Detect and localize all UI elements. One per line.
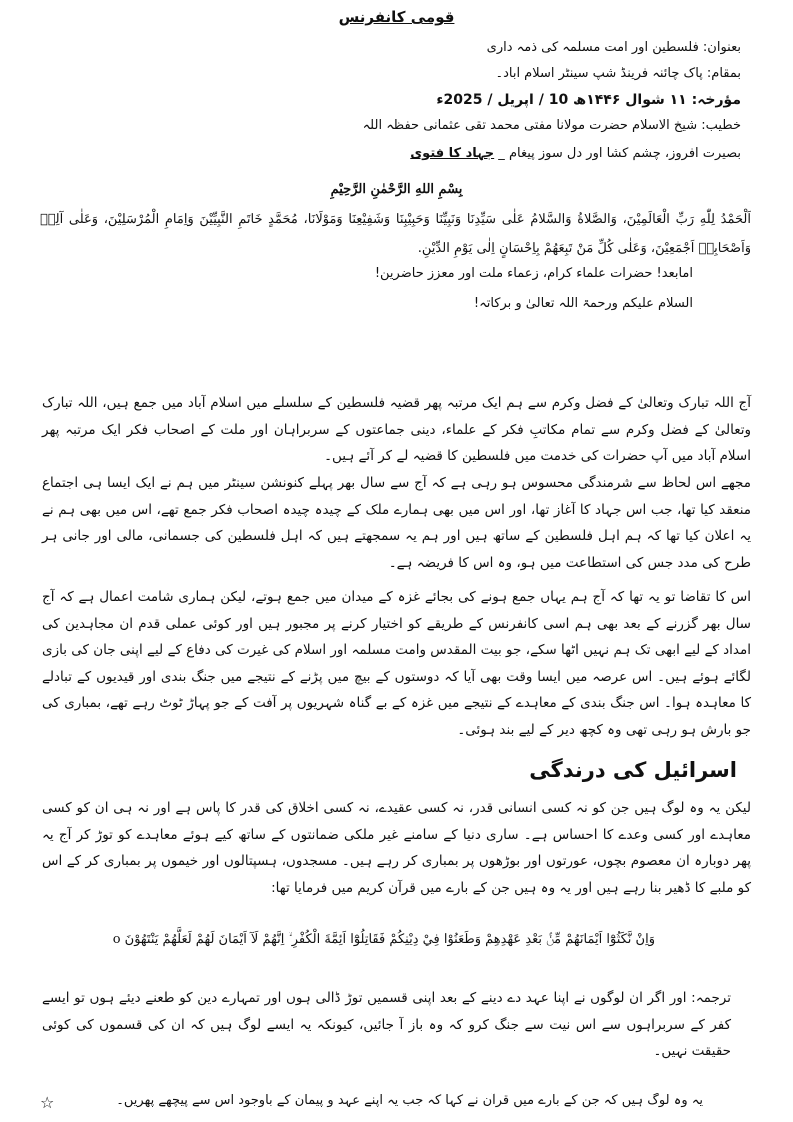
- paragraph-4: لیکن یہ وہ لوگ ہیں جن کو نہ کسی انسانی قدر، نہ کسی عقیدے، نہ کسی اخلاق کی قدر کا پاس ہے اور نہ ہی ان کو کسی معاہدے اور کسی وعدے کا احساس ہے۔ ساری دنیا کے سامنے غیر ملکی ضمانتوں کے ساتھ کیے ہوئے معاہدے کو توڑ کر آج یہ پھر دوبارہ ان معصوم بچوں، عورتوں اور بوڑھوں پر بمباری کر رہے ہیں۔ مسجدوں، ہسپتالوں اور خیموں پر بمباری کر کے اس کو ملبے کا ڈھیر بنا رہے ہیں اور یہ وہ ہیں جن کے بارے میں قرآن کریم میں فرمایا تھا:: [42, 800, 751, 896]
- tagline-line: بصیرت افروز، چشم کشا اور دل سوز پیغام _ جہاد کا فتوی: [410, 146, 741, 161]
- bismillah: بِسْمِ اللهِ الرَّحْمٰنِ الرَّحِيْمِ: [330, 182, 463, 197]
- verse-translation: ترجمہ: اور اگر ان لوگوں نے اپنا عہد دے دینے کے بعد اپنی قسمیں توڑ ڈالی ہوں اور تمہارے دین کو طعنے دیئے ہوں تو ایسے کفر کے سربراہوں سے اس نیت سے جنگ کرو کہ وہ باز آ جائیں، کیونکہ یہ ایسے لوگ ہیں کہ ان کی قسموں کی کوئی حقیقت نہیں۔: [42, 990, 731, 1059]
- venue-line: بمقام: پاک چائنہ فرینڈ شپ سینٹر اسلام آباد۔: [495, 66, 741, 81]
- quran-verse: وَاِنْ نَّكَثُوْٓا اَيْمَانَهُمْ مِّنْۢ بَعْدِ عَهْدِهِمْ وَطَعَنُوْا فِيْ دِيْنِكُمْ فَقَاتِلُوْٓا اَئِمَّةَ الْكُفْرِ ۙ اِنَّهُمْ لَآ اَيْمَانَ لَهُمْ لَعَلَّهُمْ يَنْتَهُوْنَ o: [112, 932, 655, 947]
- khutba-text: اَلْحَمْدُ لِلّٰهِ رَبِّ الْعَالَمِيْنَ، وَالصَّلاةُ وَالسَّلامُ عَلٰى سَيِّدِنَا وَنَبِيِّنَا وَحَبِيْبِنَا وَشَفِيْعِنَا وَمَوْلَانَا، مُحَمَّدٍ خَاتَمِ النَّبِيِّيْنَ وَاِمَامِ الْمُرْسَلِيْنَ، وَعَلٰى آلِهٖ وَاَصْحَابِهٖ اَجْمَعِيْنَ، وَعَلٰى كُلِّ مَنْ تَبِعَهُمْ بِاِحْسَانٍ اِلٰى يَوْمِ الدِّيْنِ.: [40, 212, 751, 256]
- section-heading: اسرائیل کی درندگی: [529, 758, 737, 782]
- tagline-highlight: جہاد کا فتوی: [410, 146, 495, 161]
- document-title: قومی کانفرنس: [338, 8, 455, 26]
- paragraph-3: اس کا تقاضا تو یہ تھا کہ آج ہم یہاں جمع ہونے کی بجائے غزہ کے میدان میں جمع ہوتے، لیکن ہماری شامت اعمال ہے کہ آج سال بھر گزرنے کے بعد بھی ہم اسی کانفرنس کے طریقے کو اختیار کرنے پر مجبور ہیں اور کوئی عملی قدم ان مجاہدین کی امداد کے لیے ابھی تک ہم نہیں اٹھا سکے، جو بیت المقدس وامت مسلمہ اور اسلام کی غیرت کی دفاع کے لیے اپنی جان کی بازی لگائے ہوئے ہیں۔ اس عرصہ میں ایسا وقت بھی آیا کہ دوستوں کے بیچ میں پڑنے کے نتیجے میں جنگ بندی اور قیدیوں کے تبادلے کا معاہدہ ہوا۔ اس جنگ بندی کے معاہدے کے نتیجے میں غزہ کے بے گناہ شہریوں پر آفت کے جو پہاڑ ٹوٹ رہے تھے، بمباری کی جو بارش ہو رہی تھی وہ کچھ دیر کے لیے بند ہوئی۔: [42, 589, 751, 738]
- paragraph-1: آج اللہ تبارک وتعالیٰ کے فضل وکرم سے ہم ایک مرتبہ پھر قضیہ فلسطین کے سلسلے میں اسلام آباد میں جمع ہیں، اللہ تبارک وتعالیٰ کے فضل وکرم سے تمام مکاتبِ فکر کے علماء، دینی جماعتوں کے سربراہان اور ملت کے اصحاب فکر ایک مرتبہ پھر اسلام آباد میں آپ حضرات کی خدمت میں فلسطین کا قضیہ لے کر آئے ہیں۔: [42, 395, 751, 464]
- paragraph-2: مجھے اس لحاظ سے شرمندگی محسوس ہو رہی ہے کہ آج سے سال بھر پہلے کنونشن سینٹر میں ہم نے ایک ایسا ہی اجتماع منعقد کیا تھا، جب اس جہاد کا آغاز تھا، اور اس میں بھی ہمارے ملک کے چیدہ چیدہ اصحاب فکر جمع تھے، اس میں بھی ہم نے یہ اعلان کیا تھا کہ ہم اہل فلسطین کے ساتھ ہیں اور ہم یہ سمجھتے ہیں کہ اہل فلسطین کی جسمانی، مالی اور جانی ہر طرح کی مدد جس کی استطاعت میں ہو، وہ اس کا فریضہ ہے۔: [42, 475, 751, 571]
- greeting-salam: السلام علیکم ورحمۃ اللہ تعالیٰ و برکاتہ!: [473, 296, 693, 311]
- speaker-line: خطیب: شیخ الاسلام حضرت مولانا مفتی محمد تقی عثمانی حفظہ اللہ: [362, 118, 741, 133]
- date-line: مؤرخہ: ۱۱ شوال ۱۴۴۶ھ 10 / اپریل / 2025ء: [436, 92, 741, 108]
- closing-bullet-text: یہ وہ لوگ ہیں کہ جن کے بارے میں قرآن نے کہا کہ جب یہ اپنے عہد و پیمان کے باوجود اس سے پیچھے پھریں۔: [116, 1093, 703, 1108]
- star-bullet-icon: ☆: [40, 1093, 55, 1112]
- tagline-text: بصیرت افروز، چشم کشا اور دل سوز پیغام: [508, 146, 741, 161]
- subject-line: بعنوان: فلسطین اور امت مسلمہ کی ذمہ داری: [486, 40, 741, 55]
- greeting-addressees: امابعد! حضرات علماء کرام، زعماء ملت اور معزز حاضرین!: [374, 266, 693, 281]
